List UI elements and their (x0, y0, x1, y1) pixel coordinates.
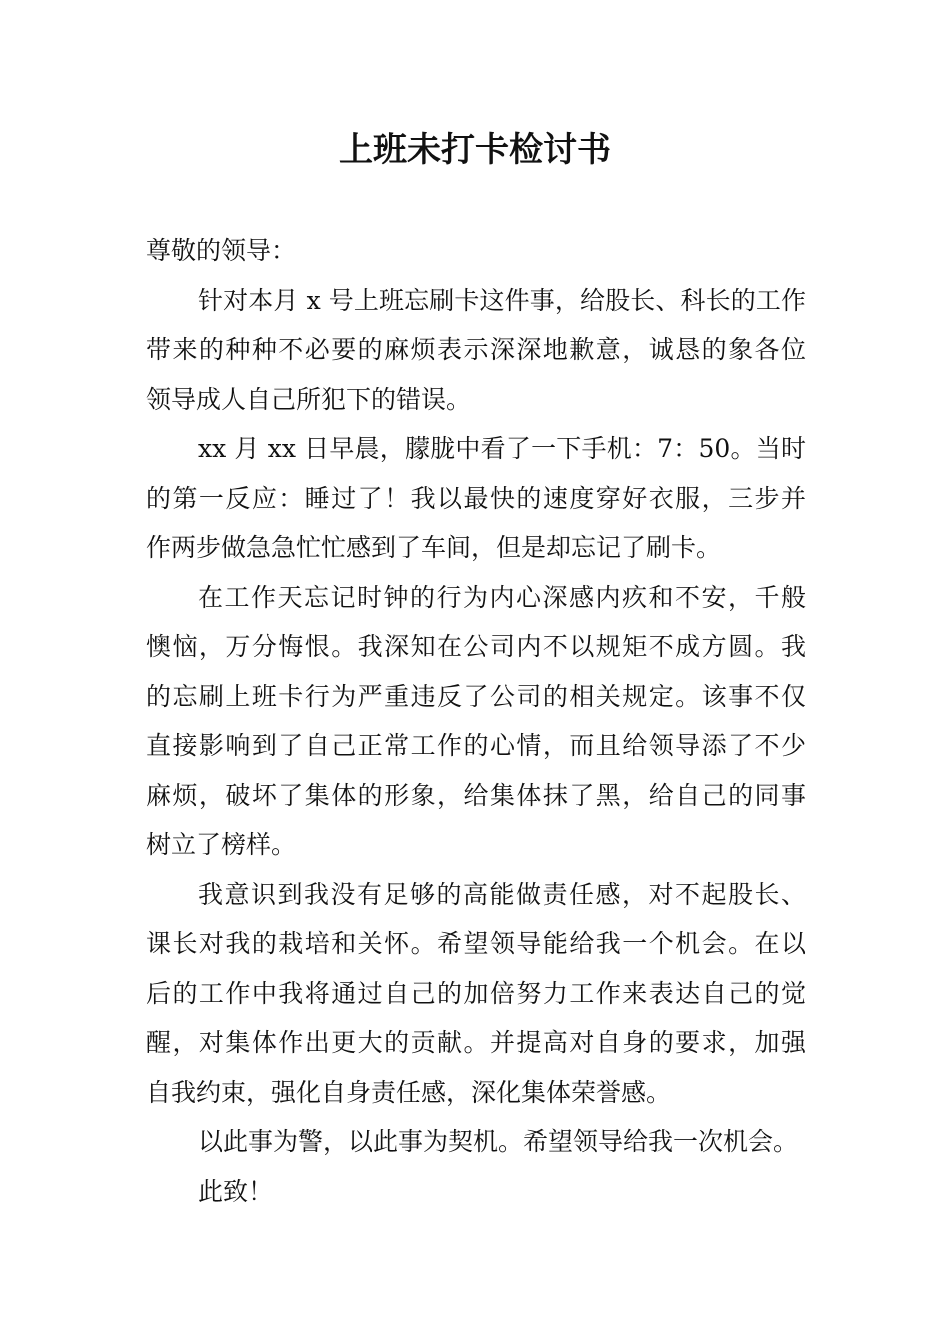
paragraph-2 (146, 424, 806, 573)
paragraph-line: 的忘刷上班卡行为严重违反了公司的相关规定。该事不仅 (146, 681, 806, 711)
paragraph-line: 在工作天忘记时钟的行为内心深感内疚和不安，千般 (198, 582, 806, 612)
salutation: 尊敬的领导： (146, 236, 297, 265)
paragraph-line: 直接影响到了自己正常工作的心情，而且给领导添了不少 (146, 731, 806, 760)
paragraph-line: 醒，对集体作出更大的贡献。并提高对自身的要求，加强 (146, 1028, 806, 1057)
paragraph-line: 懊恼，万分悔恨。我深知在公司内不以规矩不成方圆。我 (146, 632, 806, 661)
paragraph-line: 的第一反应：睡过了！我以最快的速度穿好衣服，三步并 (146, 483, 806, 513)
closing-text: 此致！ (198, 1176, 274, 1206)
paragraph-4 (146, 870, 806, 1118)
paragraph-line: 带来的种种不必要的麻烦表示深深地歉意，诚恳的象各位 (146, 335, 806, 364)
paragraph-line: 领导成人自己所犯下的错误。 (146, 384, 472, 414)
paragraph-line: 课长对我的栽培和关怀。希望领导能给我一个机会。在以 (146, 929, 806, 958)
paragraph-line: 以此事为警，以此事为契机。希望领导给我一次机会。 (198, 1127, 799, 1156)
paragraph-line: xx 月 xx 日早晨，朦胧中看了一下手机：7：50。当时 (198, 434, 806, 463)
paragraph-line: 麻烦，破坏了集体的形象，给集体抹了黑，给自己的同事 (146, 780, 806, 810)
document-title: 上班未打卡检讨书 (339, 130, 611, 170)
paragraph-5 (146, 1117, 806, 1167)
paragraph-1 (146, 276, 806, 425)
paragraph-line: 作两步做急急忙忙感到了车间，但是却忘记了刷卡。 (146, 533, 722, 562)
paragraph-line: 后的工作中我将通过自己的加倍努力工作来表达自己的觉 (146, 978, 806, 1008)
paragraph-line: 树立了榜样。 (146, 830, 297, 859)
paragraph-line: 针对本月 x 号上班忘刷卡这件事，给股长、科长的工作 (198, 285, 806, 315)
paragraph-3 (146, 573, 806, 870)
paragraph-line: 自我约束，强化自身责任感，深化集体荣誉感。 (146, 1077, 672, 1107)
paragraph-line: 我意识到我没有足够的高能做责任感，对不起股长、 (198, 879, 806, 909)
document-body (146, 226, 806, 1216)
